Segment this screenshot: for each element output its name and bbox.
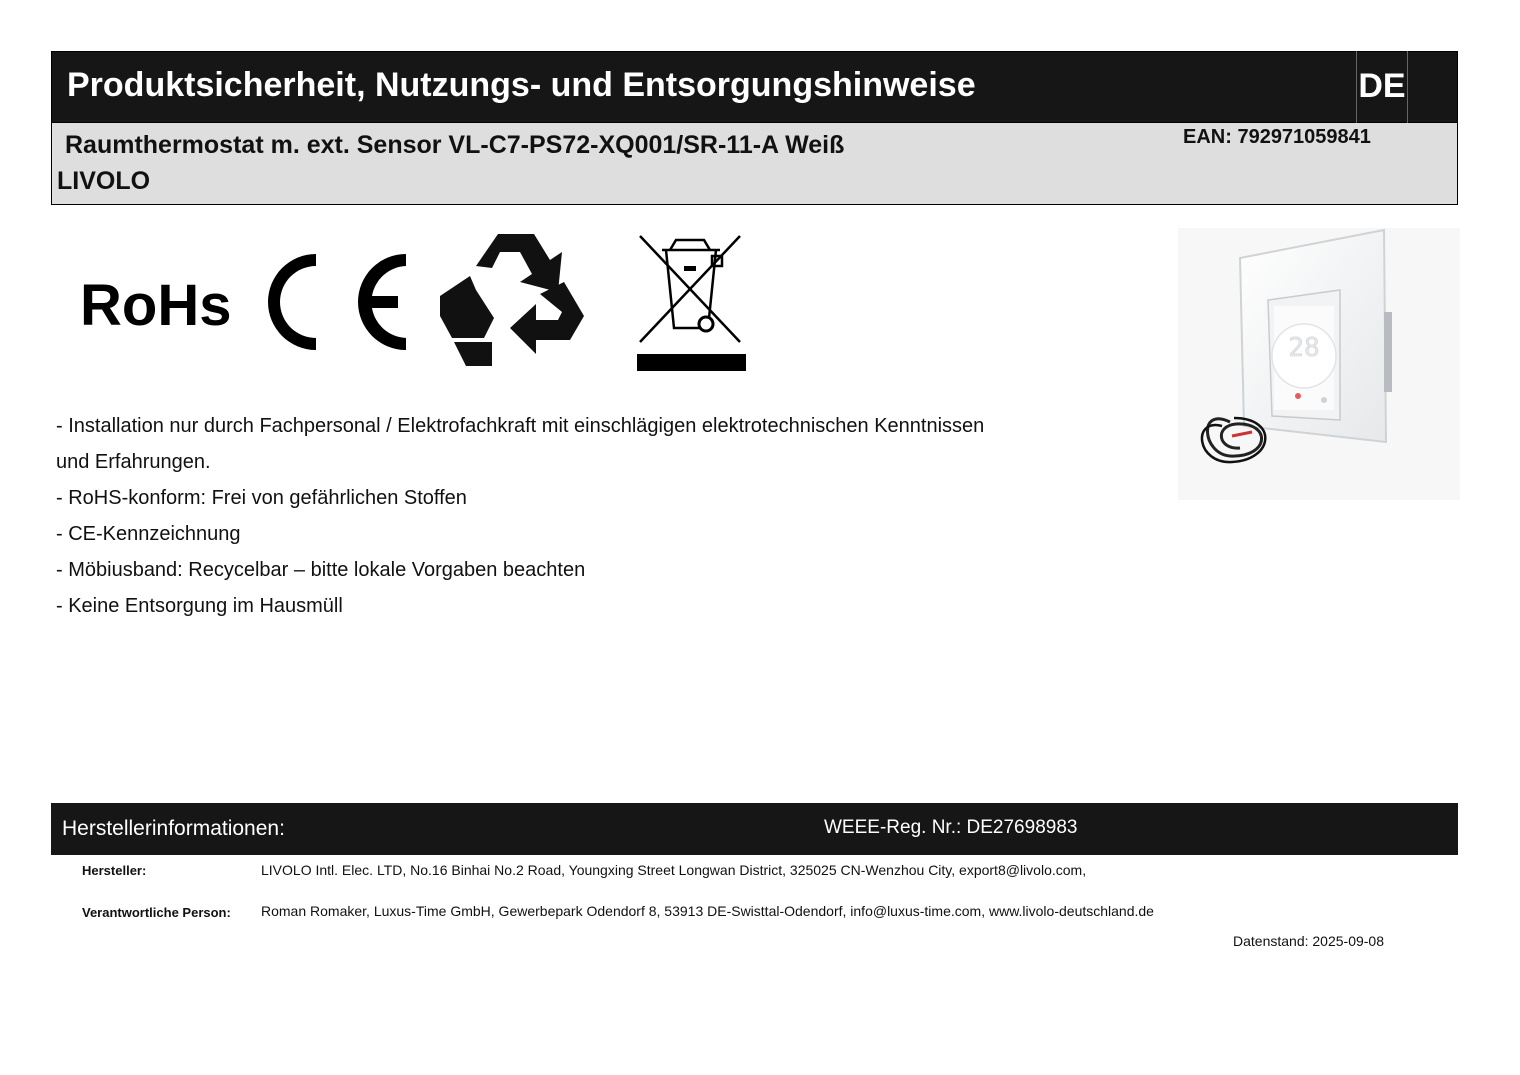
responsible-label: Verantwortliche Person: [82, 905, 231, 920]
note-line: - RoHS-konform: Frei von gefährlichen Stoffen [56, 487, 467, 509]
safety-notes [56, 408, 984, 624]
product-brand: LIVOLO [57, 167, 151, 195]
product-header [51, 123, 1458, 205]
note-line: - Installation nur durch Fachpersonal / Elektrofachkraft mit einschlägigen elektrotechnischen Kenntnissen [56, 415, 985, 437]
ce-mark-icon [258, 250, 408, 354]
note-line: - Keine Entsorgung im Hausmüll [56, 595, 343, 617]
note-line: - CE-Kennzeichnung [56, 523, 241, 545]
note-line: - Möbiusband: Recycelbar – bitte lokale Vorgaben beachten [56, 559, 586, 581]
rohs-logo: RoHs [80, 273, 232, 338]
manufacturer-title: Herstellerinformationen: [62, 817, 285, 840]
product-ean: EAN: 792971059841 [1183, 126, 1371, 148]
manufacturer-address: LIVOLO Intl. Elec. LTD, No.16 Binhai No.2 Road, Youngxing Street Longwan District, 325025 CN-Wenzhou City, export8@livolo.com, [261, 862, 1087, 878]
manufacturer-label: Hersteller: [82, 863, 147, 878]
language-badge: DE [1356, 51, 1408, 123]
weee-number: WEEE-Reg. Nr.: DE27698983 [824, 817, 1078, 838]
page-title: Produktsicherheit, Nutzungs- und Entsorgungshinweise [67, 66, 976, 104]
note-line: und Erfahrungen. [56, 451, 211, 473]
date-stamp: Datenstand: 2025-09-08 [1233, 933, 1384, 949]
thermostat-display: 28 [1288, 333, 1320, 363]
crossed-bin-icon [634, 232, 748, 374]
product-image [1178, 228, 1460, 500]
recycle-icon [436, 230, 586, 374]
header-bar [51, 51, 1458, 123]
manufacturer-bar [51, 803, 1458, 855]
responsible-address: Roman Romaker, Luxus-Time GmbH, Gewerbepark Odendorf 8, 53913 DE-Swisttal-Odendorf, info@luxus-time.com, www.livolo-deutschland.de [261, 903, 1154, 919]
product-name: Raumthermostat m. ext. Sensor VL-C7-PS72-XQ001/SR-11-A Weiß [65, 131, 845, 159]
